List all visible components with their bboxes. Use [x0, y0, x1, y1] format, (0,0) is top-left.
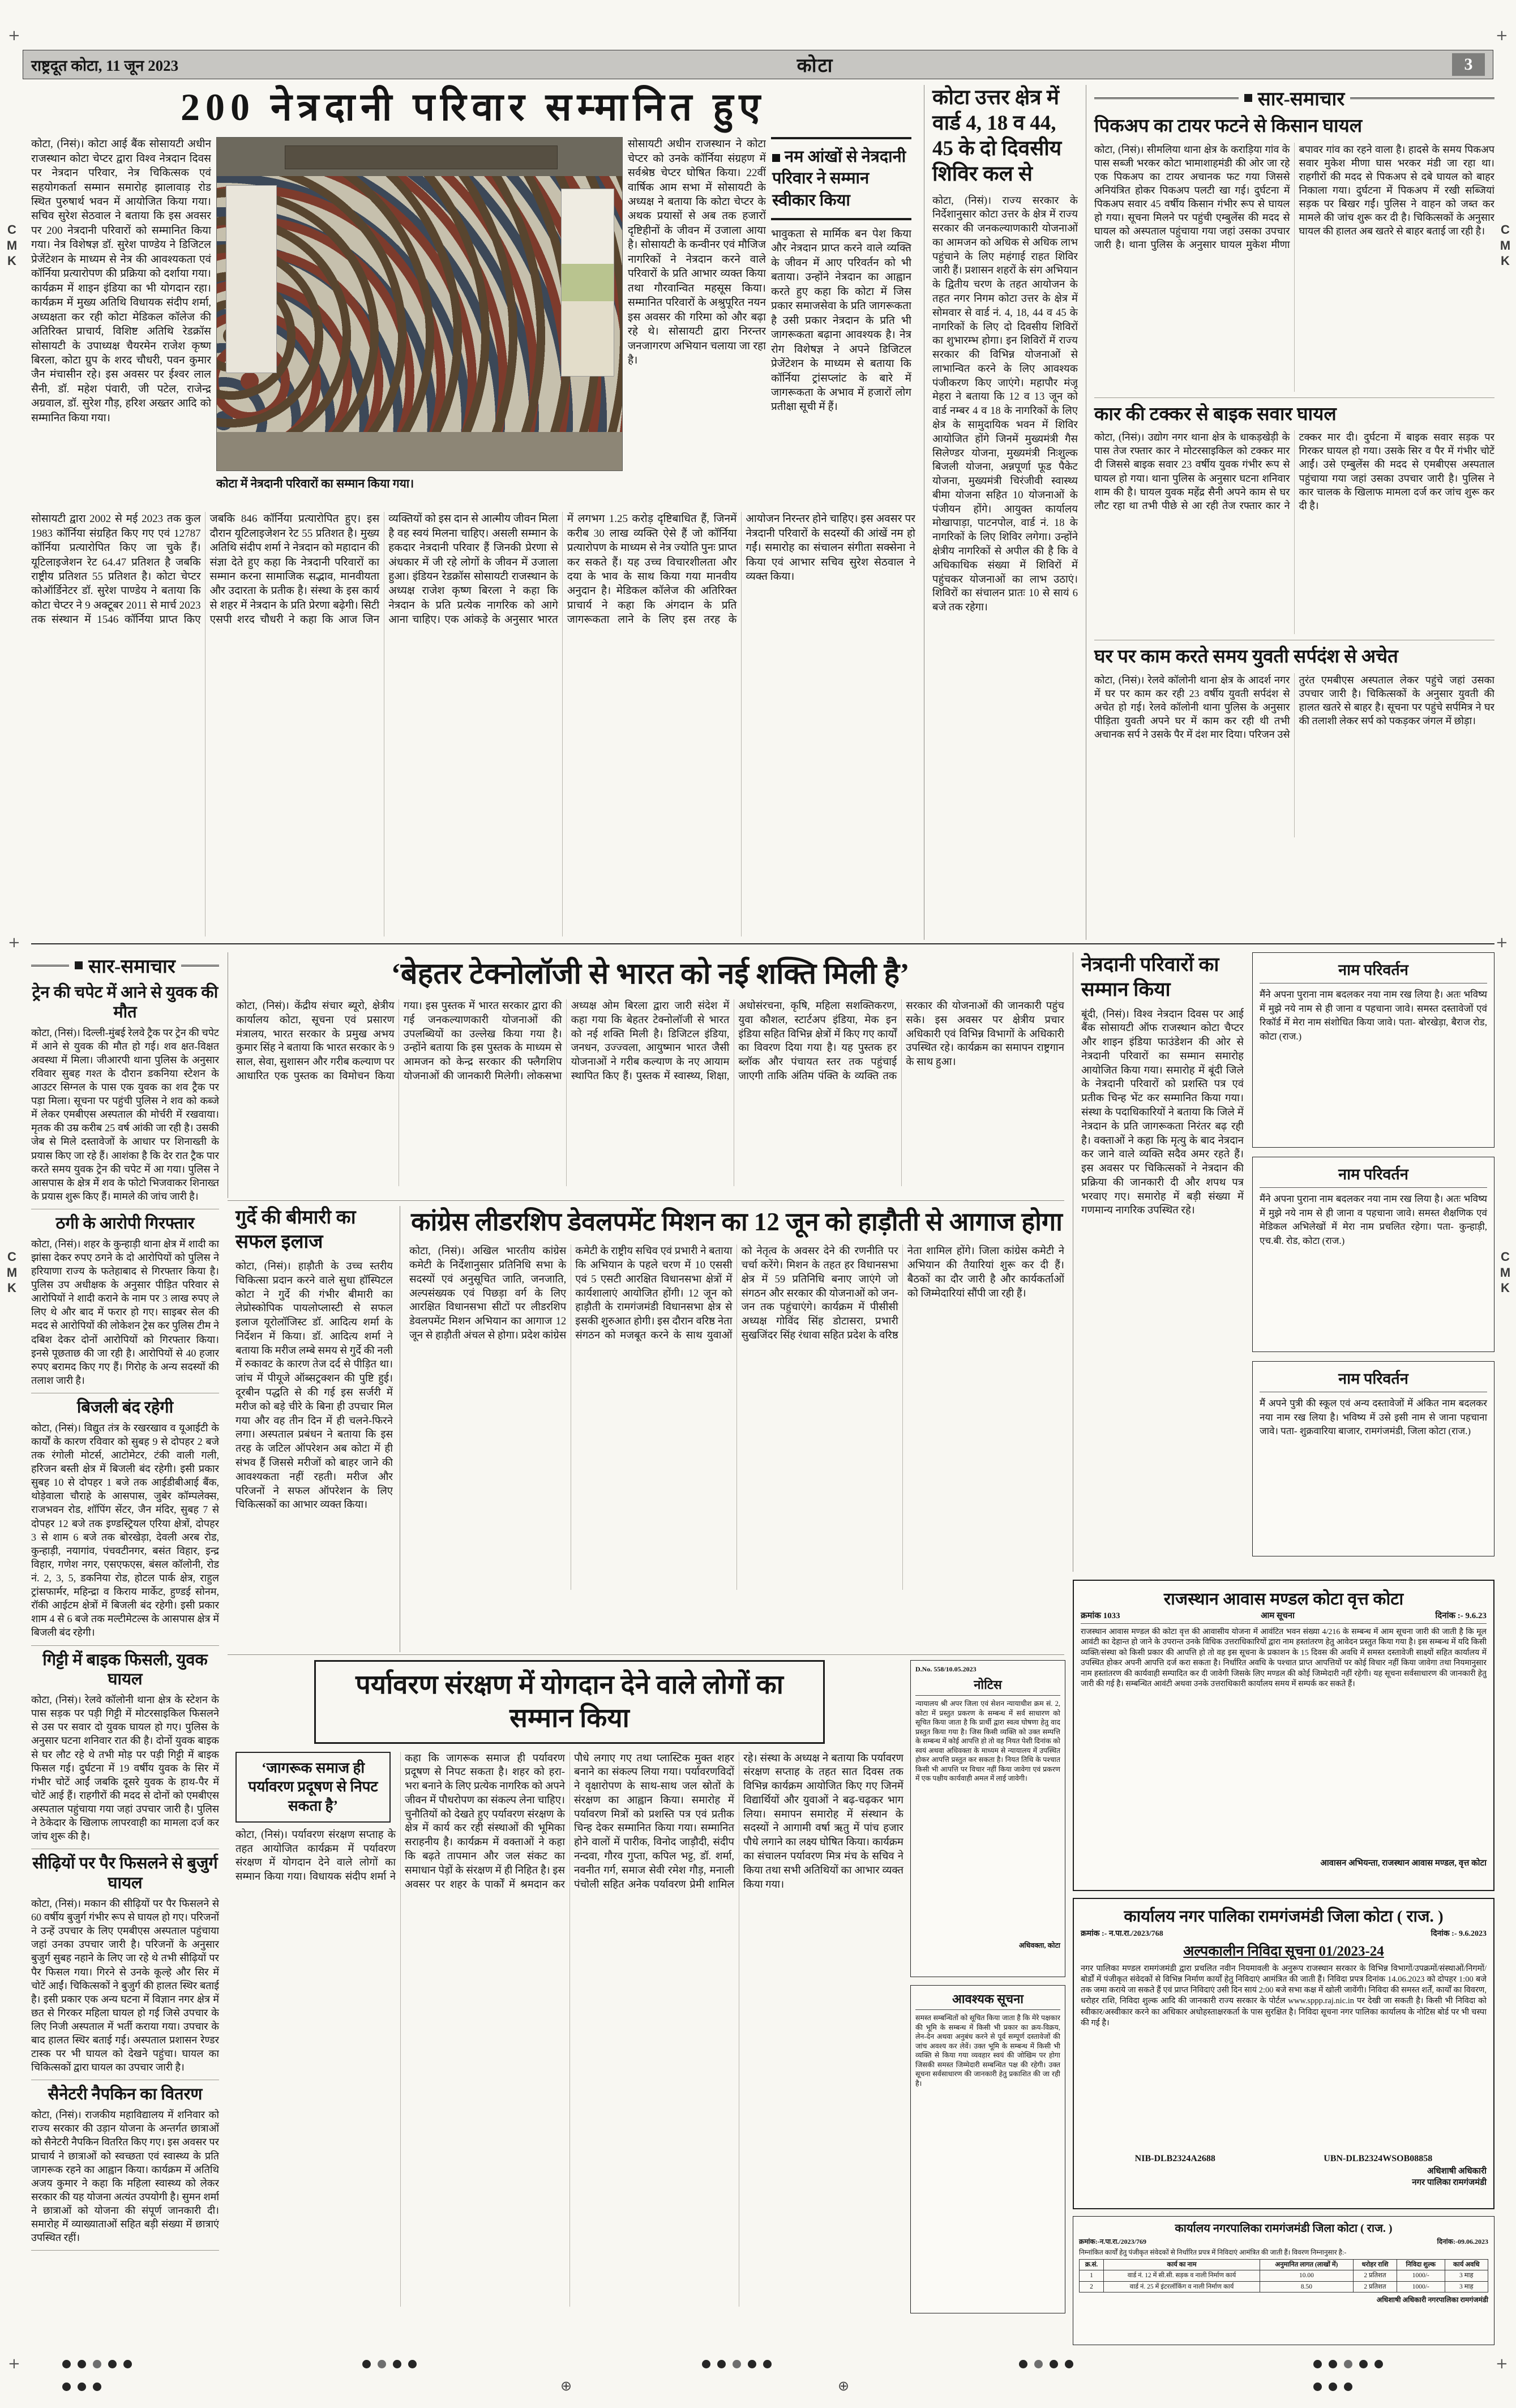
- kidney-headline: गुर्दे की बीमारी का सफल इलाज: [235, 1207, 356, 1252]
- train-death-body: कोटा, (निसं)। दिल्ली-मुंबई रेलवे ट्रैक पर ट्रेन की चपेट में आने से युवक की मौत हो गई। शव क्षत-विक्षत अवस्था में मिला। जीआरपी थाना पुलिस के अनुसार रविवार सुबह गश्त के दौरान डकनिया स्टेशन के आउटर सिग्नल के पास एक युवक का शव ट्रैक पर पड़ा मिला। सूचना पर पहुंची पुलिस ने शव को कब्जे में लेकर एमबीएस अस्पताल की मोर्चरी में रखवाया। मृतक की उम्र करीब 25 वर्ष आंकी जा रही है। उसकी जेब से मिले दस्तावेजों के आधार पर शिनाख्ती के प्रयास किए जा रहे हैं। आशंका है कि देर रात ट्रैक पार करते समय युवक ट्रेन की चपेट में आ गया। पुलिस ने आसपास के क्षेत्र में शव के फोटो भिजवाकर शिनाख्त के प्रयास शुरू किए हैं। मामले की जांच जारी है।: [31, 1026, 219, 1202]
- cell: 2: [1080, 2281, 1104, 2292]
- name-change-title: नाम परिवर्तन: [1260, 1163, 1487, 1188]
- name-change-body: मैंने अपना पुराना नाम बदलकर नया नाम रख लिया है। अतः भविष्य में मुझे नये नाम से ही जाना व पहचाना जावे। समस्त शैक्षणिक एवं मेडिकल अभिलेखों में मेरा नाम प्रचलित रहेगा। पता- कुन्हाड़ी, एच.बी. रोड, कोटा (राज.): [1260, 1194, 1487, 1246]
- registration-dots: [702, 2360, 772, 2368]
- cell: 2 प्रतिशत: [1354, 2270, 1397, 2281]
- notice-title: नोटिस: [915, 1676, 1060, 1696]
- rule-line: [31, 965, 69, 966]
- name-change-body: मैंने अपना पुराना नाम बदलकर नया नाम रख लिया है। अतः भविष्य में मुझे नये नाम से ही जाना व पहचाना जावे। समस्त दस्तावेजों एवं रिकॉर्ड में मेरा नाम संशोधित किया जावे। पता- बोरखेड़ा, बैराज रोड, कोटा (राज.): [1260, 989, 1487, 1042]
- tender-ubn: UBN-DLB2324WSOB08858: [1324, 2154, 1433, 2163]
- registration-target-icon: ⊕: [838, 2378, 850, 2394]
- section-rule: [228, 1200, 1064, 1201]
- tender-number: क्रमांक :- न.पा.रा./2023/768: [1081, 1930, 1163, 1938]
- masthead-bar: [23, 50, 1493, 79]
- rule-line: [181, 965, 219, 966]
- registration-target-icon: ⊕: [560, 2378, 572, 2394]
- main-headline: 200 नेत्रदानी परिवार सम्मानित हुए: [180, 85, 766, 129]
- cmk-mark: C M K: [1500, 223, 1511, 268]
- municipal-tender-notice: [1073, 1898, 1494, 2209]
- registration-dots: [62, 2383, 101, 2391]
- notice-ref: D.No. 558/10.05.2023: [915, 1665, 977, 1673]
- main-right-text: भावुकता से मार्मिक बन पेश किया और नेत्रदान प्राप्त करने वाले व्यक्ति के जीवन में आए परिवर्तन को भी बताया। उन्होंने नेत्रदान का आह्वान करते हुए कहा कि कोटा में जिस प्रकार समाजसेवा के प्रति जागरूकता है उसी प्रकार नेत्रदान के प्रति भी जागरूकता बढ़ाना आवश्यक है। नेत्र रोग विशेषज्ञ ने अपने डिजिटल प्रेजेंटेशन के माध्यम से बताया कि कॉर्निया ट्रांसप्लांट के बारे में जागरूकता के अभाव में हजारों लोग प्रतीक्षा सूची में हैं।: [771, 228, 911, 413]
- tender-table: [1079, 2259, 1488, 2292]
- tender-body: नगर पालिका मण्डल रामगंजमंडी द्वारा प्रचलित नवीन नियमावली के अनुरूप राजस्थान सरकार के विभिन्न विभागों/उपक्रमों/संस्थाओं/निगमों/बोर्डों में पंजीकृत संवेदकों से विभिन्न निर्माण कार्यों हेतु निविदाएं आमंत्रित की जाती हैं। निविदा प्रपत्र दिनांक 14.06.2023 को दोपहर 1:00 बजे तक जमा कराये जा सकते हैं एवं प्राप्त निविदाएं उसी दिन सायं 2:00 बजे सभा कक्ष में खोली जावेंगी। निविदा की समस्त शर्तें, कार्यों का विवरण, धरोहर राशि, निविदा शुल्क आदि की जानकारी राज्य सरकार के पोर्टल www.sppp.raj.nic.in पर देखी जा सकती है। किसी भी निविदा को स्वीकार/अस्वीकार करने का अधिकार अधोहस्ताक्षरकर्ता के पास सुरक्षित है। निविदा सूचना नगर पालिका कार्यालय के नोटिस बोर्ड पर भी चस्पा की गई है।: [1081, 1964, 1487, 2028]
- awas-signature: आवासन अभियन्ता, राजस्थान आवास मण्डल, वृत्त कोटा: [1320, 1859, 1487, 1868]
- table-row: [1080, 2270, 1488, 2281]
- section-rule: [31, 943, 1494, 944]
- crop-mark: +: [1496, 2355, 1508, 2372]
- notice-body: न्यायालय श्री अपर जिला एवं सेशन न्यायाधीश क्रम सं. 2, कोटा में प्रस्तुत प्रकरण के सम्बन्ध में सर्व साधारण को सूचित किया जाता है कि प्रार्थी द्वारा स्वत्व घोषणा हेतु वाद प्रस्तुत किया गया है। जिस किसी व्यक्ति को उक्त सम्पत्ति के सम्बन्ध में कोई आपत्ति हो तो वह नियत पेशी दिनांक को स्वयं अथवा अधिवक्ता के माध्यम से न्यायालय में उपस्थित होकर आपत्ति प्रस्तुत कर सकता है। नियत तिथि के पश्चात किसी भी आपत्ति पर विचार नहीं किया जावेगा एवं प्रकरण में एक पक्षीय कार्यवाही अमल में लाई जावेगी।: [915, 1700, 1060, 1782]
- train-death-headline: ट्रेन की चपेट में आने से युवक की मौत: [32, 983, 219, 1021]
- main-lead-column: कोटा, (निसं)। कोटा आई बैंक सोसायटी अधीन राजस्थान कोटा चेप्टर द्वारा विश्व नेत्रदान दिवस पर नेत्रदान परिवार, नेत्र चिकित्सक एवं सहयोगकर्ता सम्मान समारोह झालावाड़ रोड स्थित पुरुषार्थ भवन में आयोजित किया गया। सचिव सुरेश सेठवाल ने बताया कि इस अवसर पर 200 नेत्रदानी परिवारों को सम्मानित किया गया। नेत्र विशेषज्ञ डॉ. सुरेश पाण्डेय ने डिजिटल प्रेजेंटेशन के माध्यम से नेत्र की आवश्यकता एवं कॉर्निया प्रत्यारोपण की प्रक्रिया को दर्शाया गया। कार्यक्रम में शाइन इंडिया का भी योगदान रहा। कार्यक्रम में मुख्य अतिथि विधायक संदीप शर्मा, अध्यक्षता कर रही कोटा मेडिकल कॉलेज की अतिरिक्त प्राचार्य, विशिष्ट अतिथि रेडक्रॉस सोसायटी के उपाध्यक्ष चैयरमेन राजेश कृष्ण बिरला, कोटा ग्रुप के शरद चौधरी, पवन कुमार जैन मंचासीन रहे। इस अवसर पर ईश्वर लाल सैनी, डॉ. महेश पंवारी, जी पटेल, राजेन्द्र अग्रवाल, डॉ. सुरेश गौड़, हरिश अख्तर आदि को सम्मानित किया गया।: [31, 138, 211, 424]
- name-change-ad: [1252, 1157, 1494, 1352]
- tender-title: अल्पकालीन निविदा सूचना 01/2023-24: [1183, 1944, 1384, 1959]
- article-car-bike: [1094, 404, 1494, 641]
- snakebite-body: कोटा, (निसं)। रेलवे कॉलोनी थाना क्षेत्र के आदर्श नगर में घर पर काम कर रही 23 वर्षीय युवती सर्पदंश से अचेत हो गई। रेलवे कॉलोनी थाना पुलिस के अनुसार पीड़िता युवती अपने घर में काम कर रही थी तभी अचानक सर्प ने उसके पैर में दंश मार दिया। परिजन उसे तुरंत एमबीएस अस्पताल लेकर पहुंचे जहां उसका उपचार जारी है। चिकित्सकों के अनुसार युवती की हालत खतरे से बाहर है। सूचना पर पहुंचे सर्पमित्र ने घर की तलाशी लेकर सर्प को पकड़कर जंगल में छोड़ा।: [1094, 674, 1494, 741]
- col-header: कार्य अवधि: [1445, 2260, 1488, 2270]
- col-header: क्र.सं.: [1080, 2260, 1104, 2270]
- photo-standee-left: [226, 185, 277, 373]
- rule-line: [1094, 97, 1239, 99]
- article-snakebite: [1094, 646, 1494, 843]
- awas-mandal-notice: [1073, 1580, 1494, 1891]
- photo-standee-right: [561, 189, 614, 377]
- photo-caption: कोटा में नेत्रदानी परिवारों का सम्मान किया गया।: [216, 477, 414, 491]
- crop-mark: +: [1496, 934, 1508, 951]
- news-photo: [216, 137, 623, 471]
- name-change-ads-column: [1252, 952, 1494, 1572]
- congress-body: कोटा, (निसं)। अखिल भारतीय कांग्रेस कमेटी के निर्देशानुसार प्रतिनिधि सभा के सदस्यों एवं अनुसूचित जाति, जनजाति, अल्पसंख्यक एवं पिछड़ा वर्ग के लिए आरक्षित विधानसभा सीटों पर लीडरशिप डेवलपमेंट मिशन अभियान का आगाज 12 जून से हाड़ौती अंचल से होगा। प्रदेश कांग्रेस कमेटी के राष्ट्रीय सचिव एवं प्रभारी ने बताया कि अभियान के पहले चरण में 10 एससी एवं 5 एसटी आरक्षित विधानसभा क्षेत्रों में कार्यशालाएं आयोजित होंगी। 12 जून को हाड़ौती के रामगंजमंडी विधानसभा क्षेत्र से इसकी शुरुआत होगी। इस दौरान वरिष्ठ नेता संगठन को मजबूत करने के साथ युवाओं को नेतृत्व के अवसर देने की रणनीति पर चर्चा करेंगे। मिशन के तहत हर विधानसभा क्षेत्र में 59 प्रतिनिधि बनाए जाएंगे जो संगठन और सरकार की योजनाओं को जन-जन तक पहुंचाएंगे। कार्यक्रम में पीसीसी अध्यक्ष गोविंद सिंह डोटासरा, प्रभारी सुखजिंदर सिंह रंधावा सहित प्रदेश के वरिष्ठ नेता शामिल होंगे। जिला कांग्रेस कमेटी ने अभियान की तैयारियां शुरू कर दी हैं। बैठकों का दौर जारी है और कार्यकर्ताओं को जिम्मेदारियां सौंपी जा रही हैं।: [409, 1246, 1064, 1341]
- article-train-death: [31, 983, 219, 1209]
- main-body-columns: सोसायटी द्वारा 2002 से मई 2023 तक कुल 1983 कॉर्निया संग्रहित किए गए एवं 12787 कॉर्निया प्रत्यारोपित किए जा चुके हैं। यूटिलाइजेशन रेट 64.47 प्रतिशत है जबकि राष्ट्रीय प्रतिशत 55 प्रतिशत है। कोटा चेप्टर कोऑर्डिनेटर डॉ. सुरेश पाण्डेय ने बताया कि कोटा चेप्टर ने 9 अक्टूबर 2011 से मार्च 2023 तक संस्थान में 1546 कॉर्निया प्राप्त किए जबकि 846 कॉर्निया प्रत्यारोपित हुए। इस दौरान यूटिलाइजेशन रेट 55 प्रतिशत है। मुख्य अतिथि संदीप शर्मा ने नेत्रदान को महादान की संज्ञा देते हुए कहा कि नेत्रदानी परिवारों का सम्मान करना सामाजिक सद्भाव, मानवीयता और उदारता के प्रतीक है। संस्था के इस कार्य से शहर में नेत्रदान के प्रति प्रेरणा बढ़ेगी। सिटी एसपी शरद चौधरी ने कहा कि आज जिन व्यक्तियों को इस दान से आत्मीय जीवन मिला है वह स्वयं मिलना चाहिए। असली सम्मान के हकदार नेत्रदानी परिवार हैं जिनकी प्रेरणा से अंधकार में जी रहे लोगों के जीवन में उजाला हुआ। इंडियन रेडक्रॉस सोसायटी राजस्थान के अध्यक्ष राजेश कृष्ण बिरला ने कहा कि नेत्रदान के प्रति प्रत्येक नागरिक को आगे आना चाहिए। एक आंकड़े के अनुसार भारत में लगभग 1.25 करोड़ दृष्टिबाधित हैं, जिनमें करीब 30 लाख व्यक्ति ऐसे हैं जो कॉर्निया प्रत्यारोपण के माध्यम से नेत्र ज्योति पुनः प्राप्त कर सकते हैं। यह उच्च विचारशीलता और दया के भाव के साथ किया गया मानवीय अनुदान है। मेडिकल कॉलेज की अतिरिक्त प्राचार्य ने कहा कि अंगदान के प्रति जागरूकता लाने के लिए इस तरह के आयोजन निरन्तर होने चाहिए। इस अवसर पर नेत्रदानी परिवारों के सदस्यों की आंखें नम हो गईं। समारोह का संचालन संगीता सक्सेना ने किया एवं आभार सचिव सुरेश सेठवाल ने व्यक्त किया।: [31, 513, 915, 626]
- technology-body: कोटा, (निसं)। केंद्रीय संचार ब्यूरो, क्षेत्रीय कार्यालय कोटा, सूचना एवं प्रसारण मंत्रालय, भारत सरकार के प्रमुख अभय कुमार सिंह ने बताया कि भारत सरकार के 9 साल, सेवा, सुशासन और गरीब कल्याण पर आधारित एक पुस्तक का विमोचन किया गया। इस पुस्तक में भारत सरकार द्वारा की गई जनकल्याणकारी योजनाओं की उपलब्धियों का उल्लेख किया गया है। उन्होंने बताया कि इस पुस्तक के माध्यम से आमजन को केन्द्र सरकार की फ्लैगशिप योजनाओं की जानकारी मिलेगी। लोकसभा अध्यक्ष ओम बिरला द्वारा जारी संदेश में कहा गया कि बेहतर टेक्नोलॉजी से भारत को नई शक्ति मिली है। डिजिटल इंडिया, जनधन, उज्ज्वला, आयुष्मान भारत जैसी योजनाओं ने गरीब कल्याण के नए आयाम स्थापित किए हैं। पुस्तक में स्वास्थ्य, शिक्षा, अधोसंरचना, कृषि, महिला सशक्तिकरण, युवा कौशल, स्टार्टअप इंडिया, मेक इन इंडिया सहित विभिन्न क्षेत्रों में किए गए कार्यों का विवरण दिया गया है। यह पुस्तक हर ब्लॉक और पंचायत स्तर तक पहुंचाई जाएगी ताकि अंतिम पंक्ति के व्यक्ति तक सरकार की योजनाओं की जानकारी पहुंच सके। इस अवसर पर क्षेत्रीय प्रचार अधिकारी एवं विभिन्न विभागों के अधिकारी उपस्थित रहे। कार्यक्रम का समापन राष्ट्रगान के साथ हुआ।: [236, 1000, 1064, 1082]
- article-technology: [228, 952, 1064, 1198]
- square-bullet-icon: [772, 154, 780, 162]
- cell: 3 माह: [1445, 2270, 1488, 2281]
- cell: 8.50: [1260, 2281, 1353, 2292]
- col-header: निविदा शुल्क: [1397, 2260, 1445, 2270]
- notice-box-court: [910, 1660, 1065, 1977]
- saar-samachar-header: [31, 952, 219, 978]
- bundi-body: बूंदी, (निसं)। विश्व नेत्रदान दिवस पर आई बैंक सोसायटी ऑफ राजस्थान कोटा चैप्टर और शाइन इंडिया फाउंडेशन की ओर से नेत्रदानी परिवारों का सम्मान समारोह आयोजित किया गया। समारोह में बूंदी जिले के नेत्रदानी परिवारों को प्रशस्ति पत्र एवं प्रतीक चिन्ह भेंट कर सम्मानित किया गया। संस्था के पदाधिकारियों ने बताया कि जिले में नेत्रदान के प्रति जागरूकता निरंतर बढ़ रही है। वक्ताओं ने कहा कि मृत्यु के बाद नेत्रदान कर जाने वाले व्यक्ति सदैव अमर रहते हैं। इस अवसर पर चिकित्सकों ने नेत्रदान की प्रक्रिया की जानकारी दी और शपथ पत्र भरवाए गए। समारोह में बड़ी संख्या में गणमान्य नागरिक उपस्थित रहे।: [1081, 1008, 1244, 1217]
- saar-samachar-header: [1094, 85, 1494, 111]
- cell: 1000/-: [1397, 2281, 1445, 2292]
- square-bullet-icon: [75, 961, 83, 969]
- pull-quote-box: [771, 137, 911, 220]
- tender-signature-role: अधिशाषी अधिकारी: [1427, 2167, 1487, 2176]
- fraud-arrest-headline: ठगी के आरोपी गिरफ्तार: [55, 1214, 195, 1233]
- table-date: दिनांक:-09.06.2023: [1437, 2238, 1488, 2246]
- article-stairs-fall: [31, 1854, 219, 2080]
- ward-camps-body: कोटा, (निसं)। राज्य सरकार के निर्देशानुसार कोटा उत्तर के क्षेत्र में राज्य सरकार की जनकल्याणकारी योजनाओं का आमजन को अधिक से अधिक लाभ पहुंचाने के लिए महंगाई राहत शिविर जारी हैं। प्रशासन शहरों के संग अभियान के द्वितीय चरण के तहत आयोजन के तहत नगर निगम कोटा उत्तर के क्षेत्र में सोमवार से वार्ड नं. 4, 18, 44 व 45 के नागरिकों के लिए दो दिवसीय शिविरों का शुभारम्भ होगा। इन शिविरों में राज्य सरकार की विभिन्न योजनाओं से लाभान्वित करने के लिए आवश्यक पंजीकरण किए जाएंगे। महापौर मंजू मेहरा ने बताया कि 12 व 13 जून को वार्ड नम्बर 4 व 18 के नागरिकों के लिए क्षेत्र के सामुदायिक भवन में शिविर आयोजित होंगे जिनमें मुख्यमंत्री गैस सिलेण्डर योजना, मुख्यमंत्री निःशुल्क बिजली योजना, अन्नपूर्णा फूड पैकेट योजना, मुख्यमंत्री चिरंजीवी स्वास्थ्य बीमा योजना सहित 10 योजनाओं के पंजीयन होंगे। आयुक्त कार्यालय मोखापाड़ा, पाटनपोल, वार्ड नं. 18 के नागरिकों के लिए शिविर लगेगा। उन्होंने क्षेत्रीय नागरिकों से अपील की है कि वे अधिकाधिक संख्या में शिविरों में पहुंचकर योजनाओं का लाभ उठाएं। शिविरों का संचालन प्रातः 10 से सायं 6 बजे तक रहेगा।: [932, 195, 1078, 614]
- col-header: कार्य का नाम: [1104, 2260, 1260, 2270]
- stairs-fall-headline: सीढ़ियों पर पैर फिसलने से बुजुर्ग घायल: [32, 1854, 218, 1893]
- cell: 3 माह: [1445, 2281, 1488, 2292]
- name-change-ad: [1252, 952, 1494, 1148]
- fraud-arrest-body: कोटा, (निसं)। शहर के कुन्हाड़ी थाना क्षेत्र में शादी का झांसा देकर रुपए ठगने के दो आरोपियों को पुलिस ने हरियाणा राज्य के फतेहाबाद से गिरफ्तार किया है। पुलिस उप अधीक्षक के अनुसार पीड़ित परिवार से आरोपियों ने शादी कराने के नाम पर 3 लाख रुपए ले लिए थे और बाद में फरार हो गए। साइबर सेल की मदद से आरोपियों की लोकेशन ट्रेस कर पुलिस टीम ने दबिश देकर दोनों आरोपियों को गिरफ्तार किया। इनसे पूछताछ की जा रही है। आरोपियों से 40 हजार रुपए बरामद किए गए हैं। गिरोह के अन्य सदस्यों की तलाश जारी है।: [31, 1238, 219, 1386]
- article-napkin-distribution: [31, 2085, 219, 2251]
- table-ref-row: [1079, 2236, 1488, 2246]
- col-header: अनुमानित लागत (लाखों में): [1260, 2260, 1353, 2270]
- square-bullet-icon: [1244, 94, 1252, 102]
- tender-nib: NIB-DLB2324A2688: [1134, 2154, 1215, 2163]
- tender-signature-office: नगर पालिका रामगंजमंडी: [1412, 2178, 1487, 2187]
- notice-box-property: [910, 1985, 1065, 2313]
- cell: 2 प्रतिशत: [1354, 2281, 1397, 2292]
- notice-title: आवश्यक सूचना: [915, 1990, 1060, 2010]
- congress-headline: कांग्रेस लीडरशिप डेवलपमेंट मिशन का 12 जून को हाड़ौती से आगाज होगा: [411, 1208, 1063, 1236]
- article-bundi-eye-donation: [1073, 952, 1244, 1572]
- pickup-headline: पिकअप का टायर फटने से किसान घायल: [1094, 116, 1363, 136]
- bike-slip-body: कोटा, (निसं)। रेलवे कॉलोनी थाना क्षेत्र के स्टेशन के पास सड़क पर पड़ी गिट्टी में मोटरसाइकिल फिसलने से उस पर सवार दो युवक घायल हो गए। पुलिस के अनुसार घटना शनिवार रात की है। दोनों युवक बाइक से घर लौट रहे थे तभी मोड़ पर पड़ी गिट्टी में बाइक फिसल गई। दुर्घटना में 19 वर्षीय युवक के सिर में गंभीर चोटें आईं जबकि दूसरे युवक के हाथ-पैर में चोटें आई हैं। राहगीरों की मदद से दोनों को एमबीएस अस्पताल पहुंचाया गया जहां उपचार जारी है। पुलिस ने ठेकेदार के खिलाफ लापरवाही का मामला दर्ज कर जांच शुरू की है।: [31, 1694, 219, 1842]
- snakebite-headline: घर पर काम करते समय युवती सर्पदंश से अचेत: [1094, 647, 1398, 668]
- awas-ref-row: [1081, 1610, 1487, 1624]
- napkin-body: कोटा, (निसं)। राजकीय महाविद्यालय में शनिवार को राज्य सरकार की उड़ान योजना के अन्तर्गत छात्राओं को सैनेटरी नैपकिन वितरित किए गए। इस अवसर पर प्राचार्य ने छात्राओं को स्वच्छता एवं स्वास्थ्य के प्रति जागरूक रहने का आह्वान किया। कार्यक्रम में अतिथि अजय कुमार ने कहा कि महिला स्वास्थ्य को लेकर सरकार की यह योजना अत्यंत उपयोगी है। सुमन शर्मा ने छात्राओं को योजना की संपूर्ण जानकारी दी। समारोह में व्याख्याताओं सहित बड़ी संख्या में छात्राएं उपस्थित रहीं।: [31, 2109, 219, 2244]
- article-bike-slip: [31, 1650, 219, 1850]
- power-cut-body: कोटा, (निसं)। विद्युत तंत्र के रखरखाव व यूआईटी के कार्यों के कारण रविवार को सुबह 9 से दोपहर 2 बजे तक रंगोली मोटर्स, आटोमेटर, टंकी वाली गली, हरिजन बस्ती क्षेत्र में बिजली बंद रहेगी। इसी प्रकार सुबह 10 से दोपहर 1 बजे तक आईडीबीआई बैंक, थोड़ेवाला चौराहे के आसपास, जुबेर कॉम्पलेक्स, राजभवन रोड, शॉपिंग सेंटर, जैन मंदिर, सुबह 7 से दोपहर 12 बजे तक इण्डस्ट्रियल एरिया क्षेत्रों, दोपहर 3 से शाम 6 बजे तक बोरखेड़ा, देवली अरब रोड, कुन्हाड़ी, नयागांव, पंचवटीनगर, बसंत विहार, इन्द्र विहार, गणेश नगर, एसएफएस, बंसल कॉलोनी, रोड नं. 2, 3, 5, डकनिया रोड, होटल पार्क क्षेत्र, राहुल ट्रांसफार्मर, महिन्द्रा व किराय मार्केट, हुण्डई सोनम, रॉकी आईटम क्षेत्रों में बिजली बंद रहेगी। इसी प्रकार शाम 4 से 6 बजे तक मल्टीमेटल्स के आसपास क्षेत्र में बिजली बंद रहेगी।: [31, 1422, 219, 1639]
- section-rule: [228, 1654, 1064, 1655]
- article-ward-camps: [924, 85, 1078, 940]
- registration-dots: [1313, 2383, 1352, 2391]
- crop-mark: +: [8, 2355, 20, 2372]
- stairs-fall-body: कोटा, (निसं)। मकान की सीढ़ियों पर पैर फिसलने से 60 वर्षीय बुजुर्ग गंभीर रूप से घायल हो गए। परिजनों ने उन्हें उपचार के लिए एमबीएस अस्पताल पहुंचाया जहां उनका उपचार जारी है। परिजनों के अनुसार बुजुर्ग सुबह नहाने के लिए जा रहे थे तभी सीढ़ियों पर पैर फिसल गया। गिरने से उनके कूल्हे और सिर में चोटें आईं। चिकित्सकों ने बुजुर्ग की हालत स्थिर बताई है। इसी प्रकार एक अन्य घटना में विज्ञान नगर क्षेत्र में छत से गिरकर महिला घायल हो गई जिसे उपचार के लिए निजी अस्पताल में भर्ती कराया गया। उपचार के बाद हालत स्थिर बताई गई। अस्पताल प्रशासन रेण्डर टास्क पर भी घायल को देखने पहुंचा। घायल का चिकित्सकों द्वारा घायल का उपचार जारी है।: [31, 1897, 219, 2073]
- name-change-ad: [1252, 1361, 1494, 1556]
- article-kidney-treatment: [228, 1206, 393, 1652]
- bundi-headline: नेत्रदानी परिवारों का सम्मान किया: [1081, 953, 1219, 1000]
- awas-label: आम सूचना: [1261, 1611, 1295, 1620]
- cell: 10.00: [1260, 2270, 1353, 2281]
- article-environment-award: [228, 1660, 903, 2327]
- masthead-city: कोटा: [796, 55, 834, 76]
- bike-slip-headline: गिट्टी में बाइक फिसली, युवक घायल: [42, 1650, 208, 1689]
- registration-dots: [1313, 2360, 1383, 2368]
- technology-headline: ‘बेहतर टेक्नोलॉजी से भारत को नई शक्ति मिली है’: [391, 958, 910, 990]
- awas-number: क्रमांक 1033: [1081, 1611, 1120, 1620]
- table-header-row: [1080, 2260, 1488, 2270]
- tender-header: कार्यालय नगर पालिका रामगंजमंडी जिला कोटा ( राज. ): [1124, 1907, 1444, 1926]
- masthead-paper-date: राष्ट्रदूत कोटा, 11 जून 2023: [31, 57, 179, 74]
- page-number: 3: [1452, 53, 1485, 76]
- photo-block: [216, 137, 623, 504]
- article-fraud-arrest: [31, 1214, 219, 1393]
- cell: वार्ड नं. 25 में इंटरलॉकिंग व नाली निर्माण कार्य: [1104, 2281, 1260, 2292]
- ward-camps-headline: कोटा उत्तर क्षेत्र में वार्ड 4, 18 व 44, 45 के दो दिवसीय शिविर कल से: [932, 86, 1062, 186]
- registration-dots: [362, 2360, 417, 2368]
- main-story: [31, 85, 915, 940]
- main-right-column: [771, 137, 911, 504]
- tender-ref-row: [1081, 1928, 1487, 1939]
- cell: वार्ड नं. 12 में सी.सी. सड़क व नाली निर्माण कार्य: [1104, 2270, 1260, 2281]
- cmk-mark: C M K: [6, 1250, 18, 1295]
- legal-notices-column: [910, 1660, 1065, 2327]
- kidney-body: कोटा, (निसं)। हाड़ौती के उच्च स्तरीय चिकित्सा प्रदान करने वाले सुधा हॉस्पिटल कोटा ने गुर्दे की गंभीर बीमारी का लेप्रोस्कोपिक पायलोप्लास्टी से सफल इलाज यूरोलॉजिस्ट डॉ. आदित्य शर्मा के निर्देशन में किया। डॉ. आदित्य शर्मा ने बताया कि मरीज लम्बे समय से गुर्दे की नली में रुकावट के कारण तेज दर्द से पीड़ित था। जांच में पीयूजे ऑब्सट्रक्शन की पुष्टि हुई। दूरबीन पद्धति से की गई इस सर्जरी में मरीज को बड़े चीरे के बिना ही उपचार मिल गया और वह तीन दिन में ही चलने-फिरने लगा। अस्पताल प्रबंधन ने बताया कि इस तरह के जटिल ऑपरेशन अब कोटा में ही संभव हैं जिससे मरीजों को बाहर जाने की आवश्यकता नहीं रहती। मरीज और परिजनों ने सफल ऑपरेशन के लिए चिकित्सकों का आभार व्यक्त किया।: [235, 1261, 393, 1511]
- awas-body: राजस्थान आवास मण्डल की कोटा वृत्त की आवासीय योजना में आवंटित भवन संख्या 4/216 के सम्बन्ध में आम सूचना जारी की जाती है कि मूल आवंटी का देहान्त हो जाने के उपरान्त उनके विधिक उत्तराधिकारियों द्वारा नाम हस्तांतरण हेतु आवेदन प्रस्तुत किया गया है। इस सम्बन्ध में यदि किसी व्यक्ति/संस्था को किसी प्रकार की आपत्ति हो तो वह इस सूचना के प्रकाशन के 15 दिवस की अवधि में समस्त दस्तावेजी साक्ष्यों सहित कार्यालय में उपस्थित होकर अपनी आपत्ति दर्ज करा सकता है। निर्धारित अवधि के पश्चात प्राप्त आपत्तियों पर कोई विचार नहीं किया जावेगा तथा नियमानुसार नाम हस्तांतरण की कार्यवाही सम्पादित कर दी जावेगी जिसके लिए मण्डल की कोई जिम्मेदारी नहीं रहेगी। यह सूचना सर्वसाधारण की जानकारी हेतु जारी की गई है। सम्बन्धित आवंटी अथवा उनके उत्तराधिकारी कार्यालय समय में सम्पर्क कर सकते हैं।: [1081, 1628, 1487, 1689]
- tender-signature: [1081, 2166, 1487, 2188]
- table-signature: अधिशाषी अधिकारी नगरपालिका रामगंजमंडी: [1376, 2296, 1488, 2304]
- power-cut-headline: बिजली बंद रहेगी: [76, 1398, 174, 1417]
- cell: 1: [1080, 2270, 1104, 2281]
- pull-quote-text: नम आंखों से नेत्रदानी परिवार ने सम्मान स्वीकार किया: [772, 148, 906, 209]
- environment-headline: पर्यावरण संरक्षण में योगदान देने वाले लोगों का सम्मान किया: [314, 1660, 825, 1744]
- crop-mark: +: [1496, 27, 1508, 44]
- photo-banner: [285, 146, 558, 169]
- saar-samachar-right: [1086, 85, 1494, 940]
- awas-header: राजस्थान आवास मण्डल कोटा वृत्त कोटा: [1163, 1590, 1404, 1609]
- napkin-headline: सैनेटरी नैपकिन का वितरण: [48, 2085, 203, 2104]
- article-congress-mission: [400, 1206, 1064, 1652]
- col-header: धरोहर राशि: [1354, 2260, 1397, 2270]
- table-intro: निम्नांकित कार्यों हेतु पंजीकृत संवेदकों से निर्धारित प्रपत्र में निविदाएं आमंत्रित की जाती हैं। विवरण निम्नानुसार है:-: [1079, 2248, 1347, 2256]
- table-row: [1080, 2281, 1488, 2292]
- main-mid-column: सोसायटी अधीन राजस्थान ने कोटा चेप्टर को उनके कॉर्निया संग्रहण में सर्वश्रेष्ठ चेप्टर घोषित किया। 22वीं वार्षिक आम सभा में सोसायटी के अध्यक्ष ने बताया कि कोटा चेप्टर के अथक प्रयासों से अब तक हजारों दृष्टिहीनों के जीवन में उजाला आया है। सोसायटी के कन्वीनर एवं मौजिज नागरिकों ने नेत्रदान करने वाले परिवारों के प्रति आभार व्यक्त किया तथा गौरवान्वित महसूस किया। सम्मानित परिवारों के अश्रुपूरित नयन इस अवसर की गरिमा को और बढ़ा रहे थे। सोसायटी द्वारा निरन्तर जनजागरण अभियान चलाया जा रहा है।: [628, 138, 766, 366]
- tender-date: दिनांक :- 9.6.2023: [1431, 1930, 1487, 1938]
- notice-signature: अधिवक्ता, कोटा: [1018, 1941, 1060, 1949]
- table-header: कार्यालय नगरपालिका रामगंजमंडी जिला कोटा ( राज. ): [1175, 2222, 1393, 2235]
- tender-id-row: [1081, 2154, 1487, 2164]
- saar-samachar-left: [31, 952, 219, 2327]
- rule-line: [1350, 97, 1494, 99]
- cmk-mark: C M K: [1500, 1250, 1511, 1295]
- municipal-tender-table: [1073, 2216, 1494, 2345]
- car-bike-headline: कार की टक्कर से बाइक सवार घायल: [1094, 404, 1337, 425]
- environment-body-text: कोटा, (निसं)। पर्यावरण संरक्षण सप्ताह के तहत आयोजित कार्यक्रम में पर्यावरण संरक्षण में योगदान देने वाले लोगों का सम्मान किया गया। विधायक संदीप शर्मा ने कहा कि जागरूक समाज ही पर्यावरण प्रदूषण से निपट सकता है। शहर को हरा-भरा बनाने के लिए प्रत्येक नागरिक को अपने जीवन में पौधरोपण का संकल्प लेना चाहिए। चुनौतियों को देखते हुए पर्यावरण संरक्षण के क्षेत्र में कार्य कर रही संस्थाओं की भूमिका सराहनीय है। कार्यक्रम में वक्ताओं ने कहा कि बढ़ते तापमान और जल संकट का समाधान पेड़ों के संरक्षण में ही निहित है। इस अवसर पर शहर के पार्कों में श्रमदान कर पौधे लगाए गए तथा प्लास्टिक मुक्त शहर बनाने का संकल्प लिया गया। पर्यावरणविदों ने वृक्षारोपण के साथ-साथ जल स्रोतों के संरक्षण का आह्वान किया। समारोह में पर्यावरण मित्रों को प्रशस्ति पत्र एवं प्रतीक चिन्ह देकर सम्मानित किया गया। सम्मानित होने वालों में पारीक, विनोद जाड़ौदी, संदीप नन्दवा, गौरव गुप्ता, कपिल भट्ट, डॉ. शर्मा, नवनीत गर्ग, समाज सेवी रमेश गौड़, मनाली पंचोली सहित अनेक पर्यावरण प्रेमी शामिल रहे। संस्था के अध्यक्ष ने बताया कि पर्यावरण संरक्षण सप्ताह के तहत सात दिवस तक विभिन्न कार्यक्रम आयोजित किए गए जिनमें विद्यार्थियों और युवाओं ने बढ़-चढ़कर भाग लिया। समापन समारोह में संस्थान के सदस्यों ने आगामी वर्षा ऋतु में पांच हजार पौधे लगाने का लक्ष्य घोषित किया। कार्यक्रम का संचालन पर्यावरण मित्र मंच के सचिव ने किया तथा सभी अतिथियों का आभार व्यक्त किया गया।: [235, 1752, 903, 1891]
- registration-dots: [62, 2360, 132, 2368]
- car-bike-body: कोटा, (निसं)। उद्योग नगर थाना क्षेत्र के धाकड़खेड़ी के पास तेज रफ्तार कार ने मोटरसाइकिल को टक्कर मार दी जिससे बाइक सवार 23 वर्षीय युवक गंभीर रूप से घायल हो गया। थाना पुलिस के अनुसार घटना शनिवार शाम की है। घायल युवक महेंद्र सैनी अपने काम से घर लौट रहा था तभी पीछे से आ रही तेज रफ्तार कार ने टक्कर मार दी। दुर्घटना में बाइक सवार सड़क पर गिरकर घायल हो गया। उसके सिर व पैर में गंभीर चोटें आईं। उसे एम्बुलेंस की मदद से एमबीएस अस्पताल पहुंचाया गया जहां उसका उपचार जारी है। पुलिस ने कार चालक के खिलाफ मामला दर्ज कर जांच शुरू कर दी है।: [1094, 431, 1494, 511]
- table-number: क्रमांक:-न.पा.रा./2023/769: [1079, 2238, 1146, 2246]
- name-change-body: मैं अपने पुत्री की स्कूल एवं अन्य दस्तावेजों में अंकित नाम बदलकर नया नाम रख लिया है। भविष्य में उसे इसी नाम से जाना पहचाना जावे। पता- शुक्रवारिया बाजार, रामगंजमंडी, जिला कोटा (राज.): [1260, 1398, 1487, 1437]
- saar-samachar-title: सार-समाचार: [88, 956, 175, 977]
- registration-dots: [1019, 2360, 1073, 2368]
- article-power-cut: [31, 1398, 219, 1646]
- awas-date: दिनांक :- 9.6.23: [1435, 1611, 1487, 1620]
- crop-mark: +: [8, 934, 20, 951]
- name-change-title: नाम परिवर्तन: [1260, 959, 1487, 983]
- saar-samachar-title: सार-समाचार: [1257, 89, 1345, 110]
- name-change-title: नाम परिवर्तन: [1260, 1367, 1487, 1392]
- cell: 1000/-: [1397, 2270, 1445, 2281]
- article-pickup-accident: [1094, 116, 1494, 398]
- environment-pull-quote: ‘जागरूक समाज ही पर्यावरण प्रदूषण से निपट सकता है’: [235, 1752, 391, 1823]
- notice-body: समस्त सम्बन्धितों को सूचित किया जाता है कि मेरे पक्षकार की भूमि के सम्बन्ध में किसी भी प्रकार का क्रय-विक्रय, लेन-देन अथवा अनुबंध करने से पूर्व सम्पूर्ण दस्तावेजों की जांच अवश्य कर लेवें। उक्त भूमि के सम्बन्ध में किसी भी व्यक्ति से किया गया व्यवहार स्वयं की जोखिम पर होगा जिसकी समस्त जिम्मेदारी सम्बन्धित पक्ष की रहेगी। उक्त सूचना सर्वसाधारण की जानकारी हेतु प्रकाशित की जा रही है।: [915, 2014, 1060, 2088]
- environment-body: [235, 1752, 903, 2307]
- crop-mark: +: [8, 27, 20, 44]
- cmk-mark: C M K: [6, 223, 18, 268]
- pickup-body: कोटा, (निसं)। सीमलिया थाना क्षेत्र के कराड़िया गांव के पास सब्जी भरकर कोटा भामाशाहमंडी की ओर जा रहे एक पिकअप का टायर अचानक फट गया जिससे अनियंत्रित होकर पिकअप पलटी खा गई। दुर्घटना में पिकअप सवार 45 वर्षीय किसान गंभीर रूप से घायल हो गया। सूचना मिलने पर पहुंची एम्बुलेंस की मदद से घायल को अस्पताल पहुंचाया गया जहां उसका उपचार जारी है। थाना पुलिस के अनुसार घायल मुकेश मीणा बपावर गांव का रहने वाला है। हादसे के समय पिकअप सवार मुकेश मीणा घास भरकर मंडी जा रहा था। राहगीरों की मदद से पिकअप से दबे घायल को बाहर निकाला गया। दुर्घटना में पिकअप में रखी सब्जियां सड़क पर बिखर गईं। पुलिस ने वाहन को जब्त कर मामले की जांच शुरू कर दी है। चिकित्सकों के अनुसार घायल की हालत अब खतरे से बाहर बताई जा रही है।: [1094, 143, 1494, 251]
